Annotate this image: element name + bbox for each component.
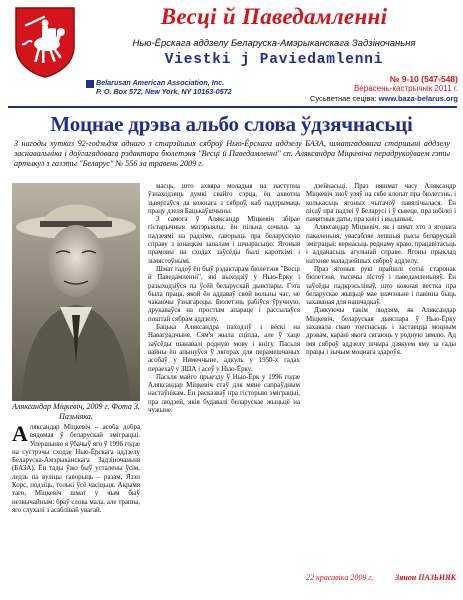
newsletter-subtitle: Нью-Ёрскага аддзелу Беларуска-Амэрыканскага Задзіночаньня: [132, 38, 416, 49]
paragraph: Праз ягоныя рукі прайшлі сотні старонак бюлетэня, тысячы лістоў і паведамленьняў. Ён заўсёды падкрэсьліваў, што кожная весткa пра беларускае жыцьцё мае значэньне і павінна быць захаваная для нашчадкаў.: [306, 265, 456, 307]
article-headline: Моцнае дрэва альбо слова ўдзячнасьці: [50, 112, 413, 136]
paragraph: [12, 424, 140, 515]
masthead-divider: [8, 106, 457, 108]
article-author: Зянон ПАЗЬНЯК: [395, 573, 456, 582]
paragraph: Дзякуючы такім людзям, як Аляксандар Міцкевіч, беларуская дыяспара ў Нью-Ёрку захавала сваю тоеснасьць і застаецца моцным дрэвам, карані якога сягаюць у родную зямлю. Ад імя сяброў аддзелу шчыра дзякуем яму за гады працы і зычым моцнага здароўя.: [306, 307, 456, 356]
drop-cap: А: [12, 424, 28, 446]
web-url[interactable]: www.baza-belarus.org: [378, 94, 458, 103]
org-name: Belarusan American Association, Inc.: [96, 78, 225, 87]
org-logo-icon: [86, 80, 94, 88]
photo-caption: Аляксандар Міцкевіч, 2009 г. Фота З. Пазьняка.: [12, 402, 140, 421]
pahonia-shield-icon: [14, 6, 76, 78]
web-line: [300, 94, 458, 104]
article-column-3: [306, 183, 456, 568]
org-address: P. O. Box 572, New York, NY 10163-0572: [96, 87, 232, 96]
paragraph: дзейнасьці. Праз няшмат часу Аляксандр Міцкевіч зноў узяў на сябе клопат пра бюлетэнь, і колькасьць ягоных чытачоў павялічылася. Ён пісаў пра падзеі ў Беларусі і ў сьвеце, пра юбілеі і памятныя даты, пра кнігі і выданьні.: [306, 183, 456, 224]
issue-number: № 9-10 (547-548): [389, 74, 458, 84]
paragraph: З самога ў Аляксандр Міцкевіч збірае гістарычныя матэрыялы, ён пільна сочыць за падзеямі на радзіме, гаворыць пра беларускую справу з юнацкім запалам і шчырасьцю. Ягоныя прамовы на сходах заўсёды былі кароткімі і зьмястоўнымі.: [148, 216, 300, 265]
paragraph: Бацька Аляксандра паходзіў з вёскі на Наваградчыне. Сям'я жыла сціпла, але ў хаце заўсёды шанавалі родную мову і кнігу. Пасьля вайны ён апынуўся ў лягерах для перамешчаных асобаў у Нямеччыне, адкуль у 1950-х гадах пераехаў у ЗША і асеў у Нью-Ёрку.: [148, 324, 300, 373]
article-column-2: [148, 183, 300, 596]
newsletter-title-latin: Viestki j Paviedamlenni: [164, 52, 384, 68]
paragraph: Шмат гадоў ён быў рэдактарам бюлетэня "Весці й Паведамленні", які выходзіў у Нью-Ёрку і разыходзіўся па ўсёй беларускай дыяспары. Гэта была праца, якой ён аддаваў свой вольны час, не чакаючы ўзнагароды. Бюлетэнь рабіўся ўручную, друкаваўся на простым апараце і рассылаўся поштай сябрам аддзелу.: [148, 265, 300, 323]
paragraph: Пасьля майго прыезду ў Нью-Ёрк у 1996 годзе Аляксандар Міцкевіч стаў для мяне сапраўдным настаўнікам. Ён расказваў пра гісторыю эміграцыі, пра людзей, якія будавалі беларускае жыцьцё на чужыне.: [148, 373, 300, 415]
newsletter-title: Весці й Паведамленні: [160, 4, 388, 29]
paragraph: Аляксандар Міцкевіч, як і шмат хто з ягонага пакаленьня, увасабляе лепшыя рысы беларускай эміграцыі: вернасьць роднаму краю, працавітасьць і адданасьць агульнай справе. Ягоны прыклад натхняе маладзейшых сяброў аддзелу.: [306, 224, 456, 265]
web-label: Сусьветнае сеціва:: [309, 94, 377, 103]
portrait-photo: [12, 183, 140, 401]
col1-paragraph-text: ляксандар Міцкевіч – асоба добра вядомая ў беларускай эміграцыі. Упершыню я ўбачыў яго ў 1996 годзе на сустрэчы сходзе Нью-Ёрскага аддзелу Беларуска-Амэрыканскага Задзіночаньня (БАЗА). Ён тады ўжо быў усталены ўсім, ледзь па вуліцы гаворыць – разам, Язэп Корс, подзіць, толькі ўсё часіцьця. Акрамя таго, Міцкевіч шмат у чым быў незвычайным: браў слова мала, але трапна, яго слухалі з асаблівай увагай.: [12, 424, 140, 514]
issue-info: [300, 74, 458, 104]
article-lead: З нагоды хутказ 92-годзьдзя аднаго з старэйшых сяброў Нью-Ёрскага аддзелу БАЗА, шматгадовага старшыні аддзелу заснавальніка і доўгагадовага рэдактара бюлетэня "Весці й Паведамленні" сп. Аляксандра Міцкевіча перадрукоўваем гэты артыкул з газэты "Беларус" № 556 за травень 2009 г.: [14, 139, 450, 168]
article-column-1: [12, 424, 140, 596]
org-info: [96, 78, 326, 96]
masthead: [0, 0, 463, 110]
paragraph: масць, што ахвяра моладыя на наступна ўзнаходзяць думкі свайго сэрца, ён ахвотна зьвяртаўся да кожнага з сяброў, каб падтрымаць працу дзеля Бацькаўшчыны.: [148, 183, 300, 215]
issue-date: Верасень-кастрычнік 2011 г.: [353, 84, 458, 93]
article-dateline: 22 красавіка 2009 г.: [306, 573, 374, 582]
